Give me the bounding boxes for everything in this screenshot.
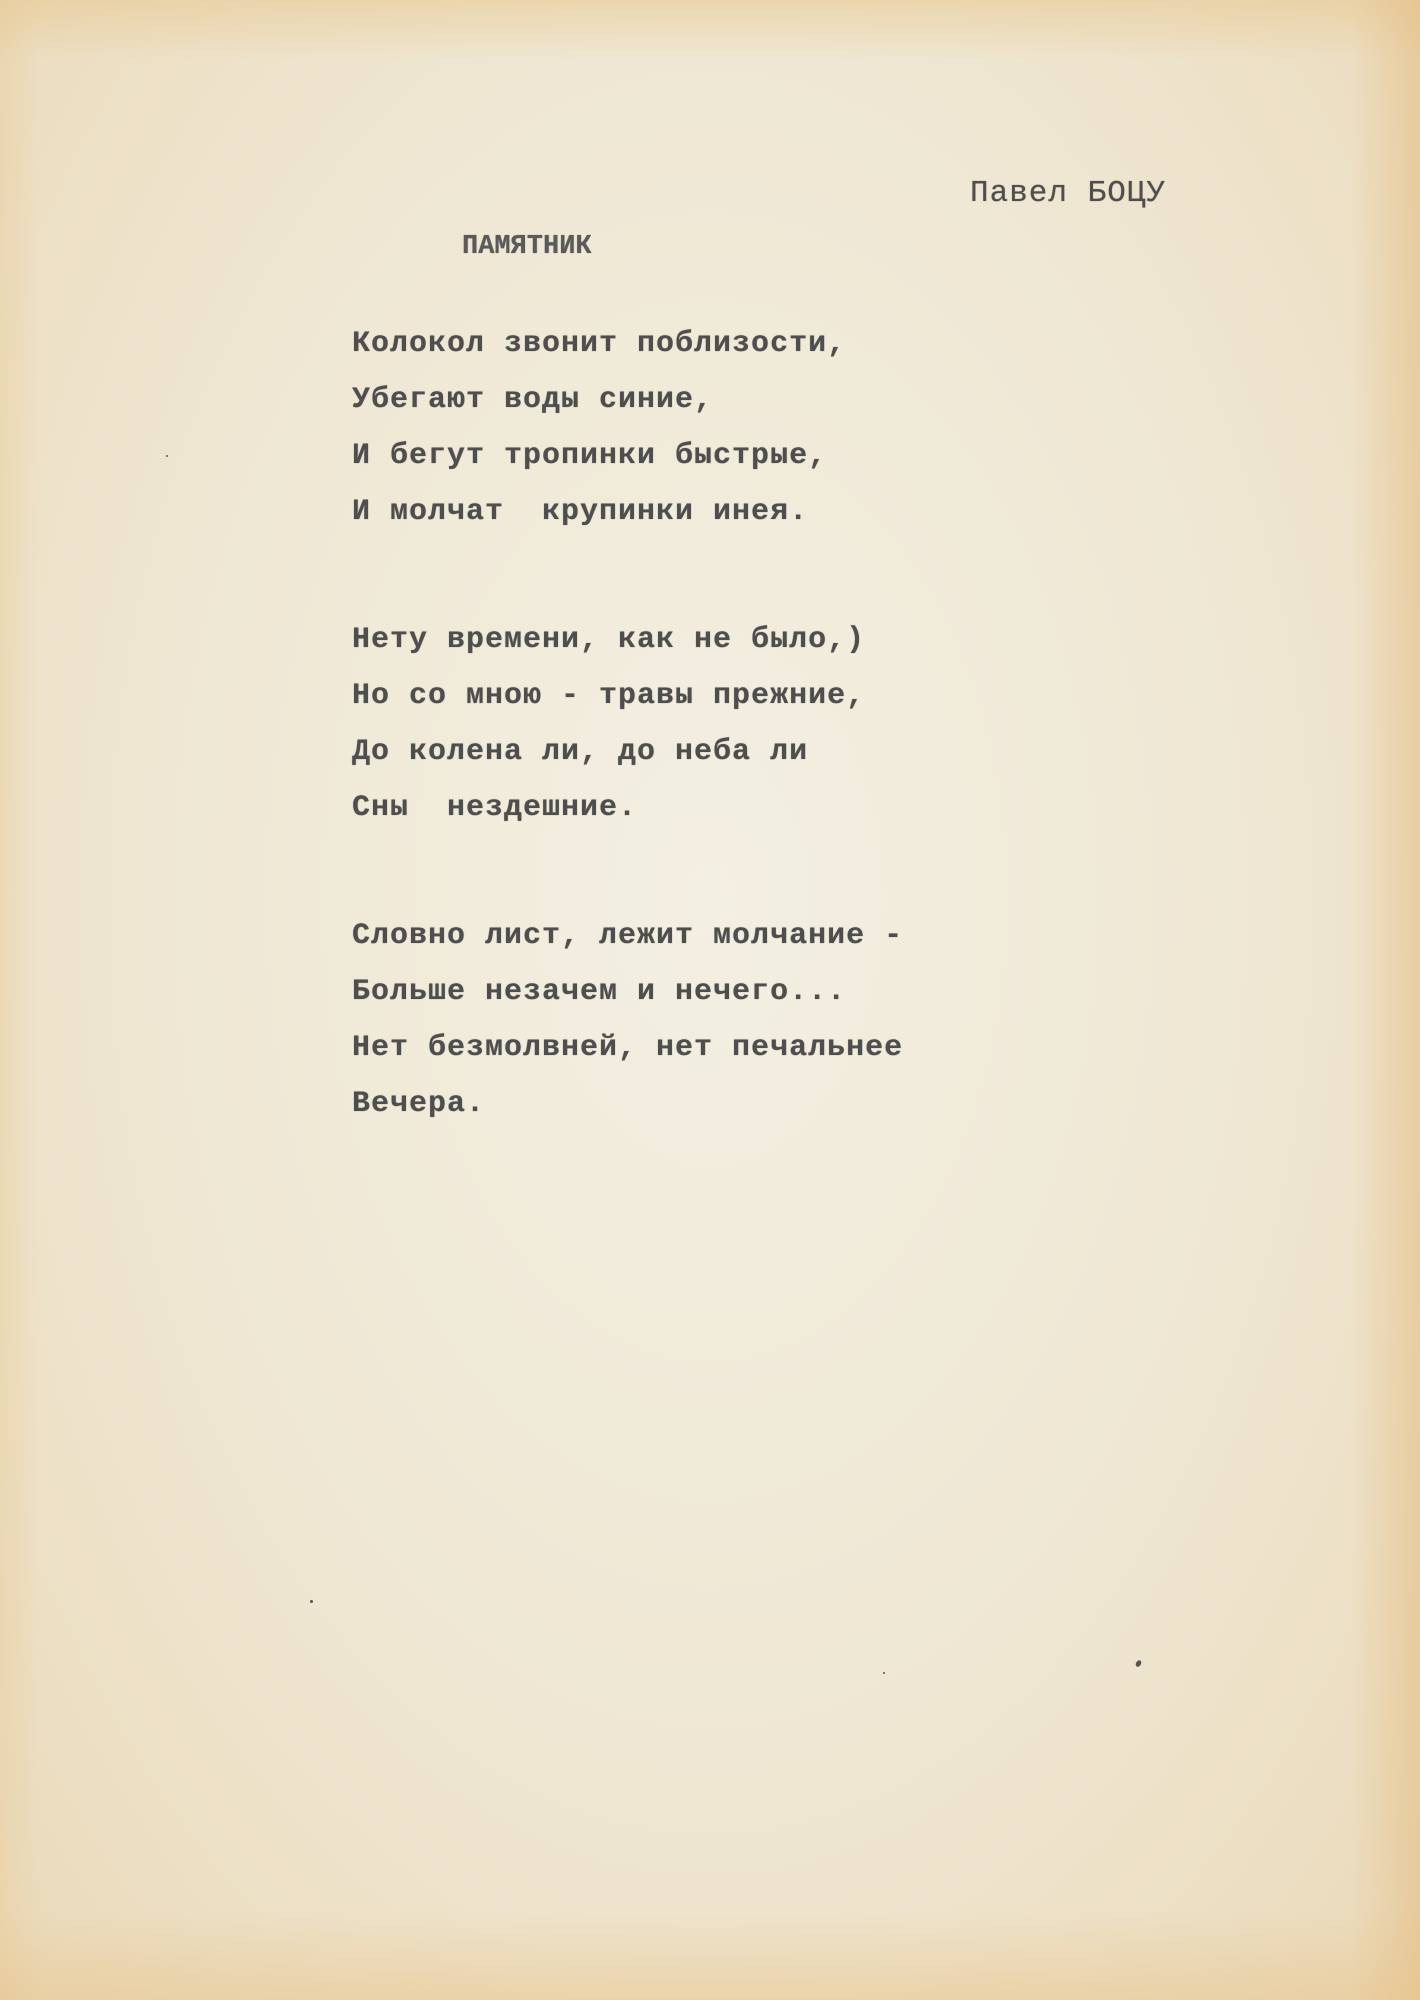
poem-line: Убегают воды синие, <box>352 383 714 417</box>
stanza <box>352 908 1252 1132</box>
poem-line: До колена ли, до неба ли <box>352 735 809 769</box>
ink-speck <box>883 1672 885 1674</box>
poem-title: ПАМЯТНИК <box>462 232 592 262</box>
poem-line: Колокол звонит поблизости, <box>352 327 847 361</box>
paper-edge-bottom <box>0 1910 1420 2000</box>
poem-line: Вечера. <box>352 1087 486 1121</box>
poem-line: Сны нездешние. <box>352 791 638 825</box>
stanza <box>352 316 1252 540</box>
ink-speck <box>1135 1659 1143 1668</box>
poem-line: И бегут тропинки быстрые, <box>352 439 828 473</box>
ink-speck <box>166 455 168 457</box>
poem-line: Больше незачем и нечего... <box>352 975 847 1009</box>
poem-line: Нет безмолвней, нет печальнее <box>352 1031 904 1065</box>
poem-line: Но со мною - травы прежние, <box>352 679 866 713</box>
paper-edge-right <box>1350 0 1420 2000</box>
paper-edge-top <box>0 0 1420 60</box>
poem-line: И молчат крупинки инея. <box>352 495 809 529</box>
poem-line: Нету времени, как не было,) <box>352 623 866 657</box>
author-name: Павел БОЦУ <box>970 176 1167 211</box>
stanza <box>352 612 1252 836</box>
poem-body <box>352 316 1252 1204</box>
ink-speck <box>310 1600 313 1603</box>
poem-line: Словно лист, лежит молчание - <box>352 919 904 953</box>
paper-edge-left <box>0 0 40 2000</box>
